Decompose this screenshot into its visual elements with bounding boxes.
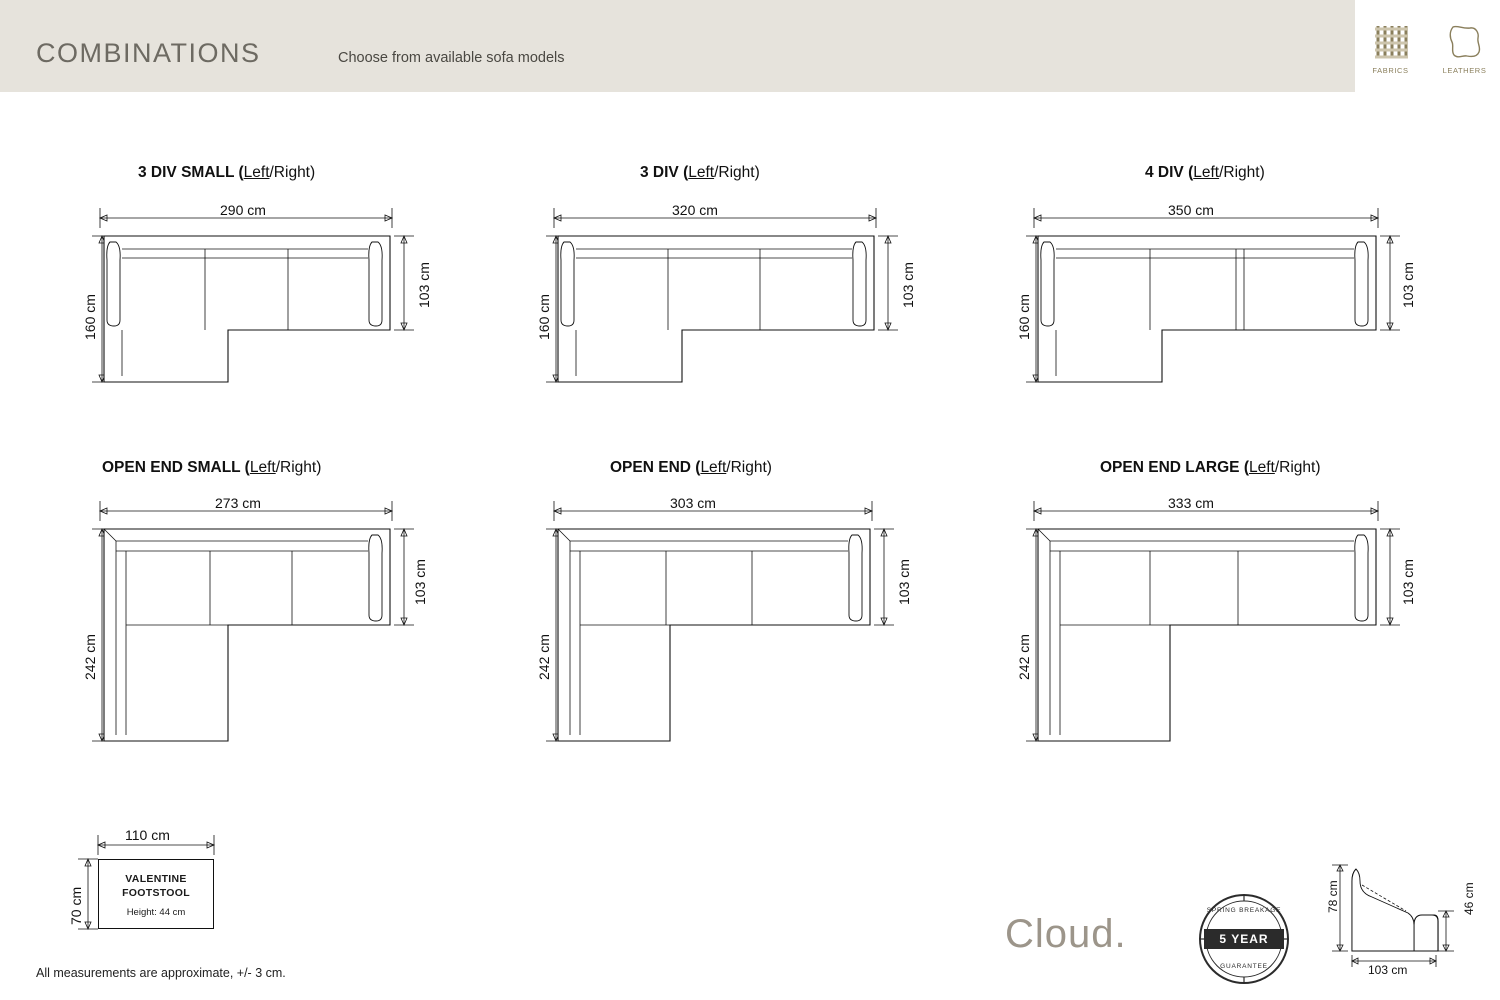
diagram-three-div: [520, 150, 940, 410]
sofa-drawing-three-div-small: [60, 150, 460, 410]
depth-label-open-end-large: 242 cm: [1016, 634, 1032, 680]
diagram-open-end: [520, 445, 940, 785]
model-title-three-div: 3 DIV (Left/Right): [640, 164, 760, 181]
width-label-three-div-small: 290 cm: [220, 202, 266, 218]
fabrics-icon: [1361, 20, 1421, 64]
sofa-drawing-open-end-large: [1000, 445, 1440, 785]
height-label-open-end: 103 cm: [896, 559, 912, 605]
sofa-drawing-open-end: [520, 445, 940, 785]
diagram-four-div: [1000, 150, 1440, 410]
diagram-three-div-small: [60, 150, 460, 410]
page-subtitle: Choose from available sofa models: [338, 50, 565, 66]
diagram-side-view: [1310, 855, 1490, 985]
model-title-open-end-small: OPEN END SMALL (Left/Right): [102, 459, 322, 476]
model-title-open-end: OPEN END (Left/Right): [610, 459, 772, 476]
leathers-caption: LEATHERS: [1442, 66, 1487, 75]
diagram-open-end-small: [60, 445, 460, 785]
page-header: [0, 0, 1500, 92]
brand-logo: Cloud.: [1005, 912, 1127, 956]
sofa-drawing-four-div: [1000, 150, 1440, 410]
width-label-open-end-large: 333 cm: [1168, 495, 1214, 511]
depth-label-open-end: 242 cm: [536, 634, 552, 680]
height-label-three-div: 103 cm: [900, 262, 916, 308]
badge-center-text: 5 YEAR: [1204, 929, 1284, 949]
side-depth-label: 103 cm: [1368, 963, 1408, 977]
depth-label-open-end-small: 242 cm: [82, 634, 98, 680]
side-seat-height-label: 46 cm: [1462, 882, 1476, 915]
leathers-icon-block[interactable]: [1435, 20, 1495, 75]
model-title-four-div: 4 DIV (Left/Right): [1145, 164, 1265, 181]
height-label-four-div: 103 cm: [1400, 262, 1416, 308]
depth-label-four-div: 160 cm: [1016, 294, 1032, 340]
sofa-drawing-three-div: [520, 150, 940, 410]
height-label-open-end-large: 103 cm: [1400, 559, 1416, 605]
footstool-box: [98, 859, 214, 929]
footstool-width-label: 110 cm: [125, 827, 170, 843]
badge-bottom-text: GUARANTEE: [1220, 963, 1268, 970]
badge-top-text: SPRING BREAKAGE: [1206, 907, 1282, 914]
footstool-name-line1: VALENTINE: [125, 873, 187, 885]
fabrics-icon-block[interactable]: [1361, 20, 1421, 75]
side-height-label: 78 cm: [1326, 880, 1340, 913]
diagram-footstool: [50, 815, 290, 960]
page-title: COMBINATIONS: [36, 38, 261, 68]
model-title-three-div-small: 3 DIV SMALL (Left/Right): [138, 164, 316, 181]
width-label-open-end-small: 273 cm: [215, 495, 261, 511]
diagram-open-end-large: [1000, 445, 1440, 785]
height-label-three-div-small: 103 cm: [416, 262, 432, 308]
header-icon-group: [1355, 0, 1500, 92]
depth-label-three-div-small: 160 cm: [82, 294, 98, 340]
model-title-open-end-large: OPEN END LARGE (Left/Right): [1100, 459, 1321, 476]
footstool-height: Height: 44 cm: [126, 907, 186, 918]
footstool-depth-label: 70 cm: [68, 886, 84, 925]
guarantee-badge: [1198, 893, 1290, 985]
width-label-three-div: 320 cm: [672, 202, 718, 218]
leathers-icon: [1435, 20, 1495, 64]
width-label-open-end: 303 cm: [670, 495, 716, 511]
depth-label-three-div: 160 cm: [536, 294, 552, 340]
measurement-note: All measurements are approximate, +/- 3 cm.: [36, 966, 286, 980]
footstool-name-line2: FOOTSTOOL: [122, 887, 190, 899]
width-label-four-div: 350 cm: [1168, 202, 1214, 218]
fabrics-caption: FABRICS: [1372, 66, 1409, 75]
height-label-open-end-small: 103 cm: [412, 559, 428, 605]
